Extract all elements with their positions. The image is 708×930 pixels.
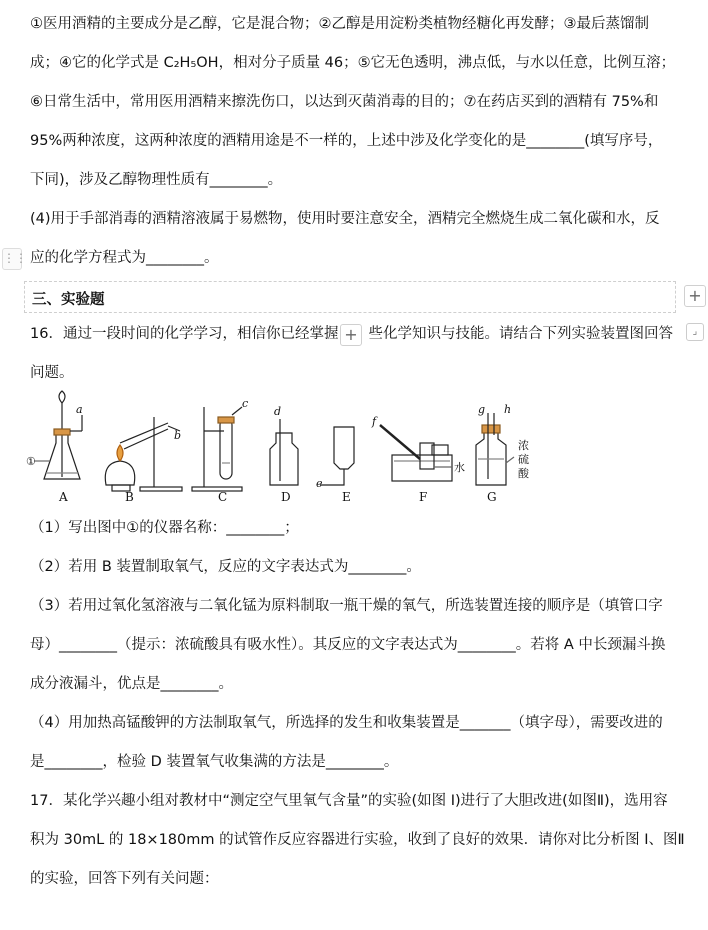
question-16-part-3-line-1: （3）若用过氧化氢溶液与二氧化锰为原料制取一瓶干燥的氧气，所选装置连接的顺序是（填管口字 xyxy=(30,598,663,614)
water-label: 水 xyxy=(454,461,465,474)
question-16-part-1: （1）写出图中①的仪器名称：________； xyxy=(30,520,299,536)
tube-label-g: g xyxy=(478,403,486,416)
question-16-part-3-line-2: 母）________（提示：浓硫酸具有吸水性）。其反应的文字表达式为________。若将 A 中长颈漏斗换 xyxy=(30,637,666,653)
text-line-7: 应的化学方程式为________。 xyxy=(30,250,219,266)
acid-label-1: 浓 xyxy=(518,439,529,452)
text-line-5: 下同)，涉及乙醇物理性质有________。 xyxy=(30,172,283,188)
instrument-marker: ① xyxy=(26,455,36,468)
tube-label-h: h xyxy=(504,403,512,416)
question-16-text-a: 16．通过一段时间的化学学习，相信你已经掌握 xyxy=(30,326,339,342)
apparatus-e xyxy=(320,427,354,485)
text-line-6: (4)用于手部消毒的酒精溶液属于易燃物，使用时要注意安全，酒精完全燃烧生成二氧化碳和水，反 xyxy=(30,211,660,227)
drag-handle-icon[interactable]: ⋮⋮ xyxy=(2,248,22,270)
tube-label-e: e xyxy=(316,477,323,490)
apparatus-f xyxy=(380,425,452,481)
apparatus-g xyxy=(476,413,514,485)
label-f: F xyxy=(419,490,428,504)
add-block-button[interactable]: + xyxy=(684,285,706,307)
acid-label-2: 硫 xyxy=(518,453,529,466)
label-g: G xyxy=(487,490,497,504)
text-line-2: 成；④它的化学式是 C₂H₅OH，相对分子质量 46；⑤它无色透明，沸点低，与水以任意，比例互溶； xyxy=(30,55,676,71)
question-16-part-4-line-1: （4）用加热高锰酸钾的方法制取氧气，所选择的发生和收集装置是_______（填字母），需要改进的 xyxy=(30,715,663,731)
tube-label-b: b xyxy=(174,429,182,442)
acid-label-3: 酸 xyxy=(518,467,529,480)
apparatus-c xyxy=(192,407,242,491)
text-line-4: 95%两种浓度，这两种浓度的酒精用途是不一样的，上述中涉及化学变化的是________(填写序号， xyxy=(30,133,663,149)
tube-label-a: a xyxy=(76,403,83,416)
question-16-line-2: 问题。 xyxy=(30,365,74,381)
text-line-3: ⑥日常生活中，常用医用酒精来擦洗伤口，以达到灭菌消毒的目的；⑦在药店买到的酒精有 75%和 xyxy=(30,94,659,110)
apparatus-figure xyxy=(28,393,538,508)
label-e: E xyxy=(342,490,351,504)
question-17-line-2: 积为 30mL 的 18×180mm 的试管作反应容器进行实验，收到了良好的效果．请你对比分析图 I、图Ⅱ xyxy=(30,832,685,848)
tube-label-f: f xyxy=(372,415,377,428)
section-title: 三、实验题 xyxy=(32,292,105,308)
section-header xyxy=(24,281,676,313)
tube-label-d: d xyxy=(274,405,282,418)
apparatus-a xyxy=(34,391,82,479)
text-line-1: ①医用酒精的主要成分是乙醇，它是混合物；②乙醇是用淀粉类植物经糖化再发酵；③最后蒸馏制 xyxy=(30,16,649,32)
question-16-part-3-line-3: 成分液漏斗，优点是________。 xyxy=(30,676,233,692)
apparatus-b xyxy=(105,417,182,491)
label-b: B xyxy=(125,490,134,504)
question-16-part-2: （2）若用 B 装置制取氧气，反应的文字表达式为________。 xyxy=(30,559,421,575)
tube-label-c: c xyxy=(242,397,249,410)
question-16-part-4-line-2: 是________，检验 D 装置氧气收集满的方法是________。 xyxy=(30,754,399,770)
question-17-line-1: 17．某化学兴趣小组对教材中“测定空气里氧气含量”的实验(如图 I)进行了大胆改进(如图Ⅱ)，选用容 xyxy=(30,793,668,809)
resize-corner-icon[interactable]: ⌟ xyxy=(686,323,704,341)
label-c: C xyxy=(218,490,228,504)
question-16-text-b: 些化学知识与技能。请结合下列实验装置图回答 xyxy=(368,326,673,342)
insert-inline-button[interactable]: + xyxy=(340,324,362,346)
question-17-line-3: 的实验，回答下列有关问题： xyxy=(30,871,219,887)
apparatus-d xyxy=(270,419,298,485)
label-d: D xyxy=(281,490,291,504)
label-a: A xyxy=(59,490,68,504)
